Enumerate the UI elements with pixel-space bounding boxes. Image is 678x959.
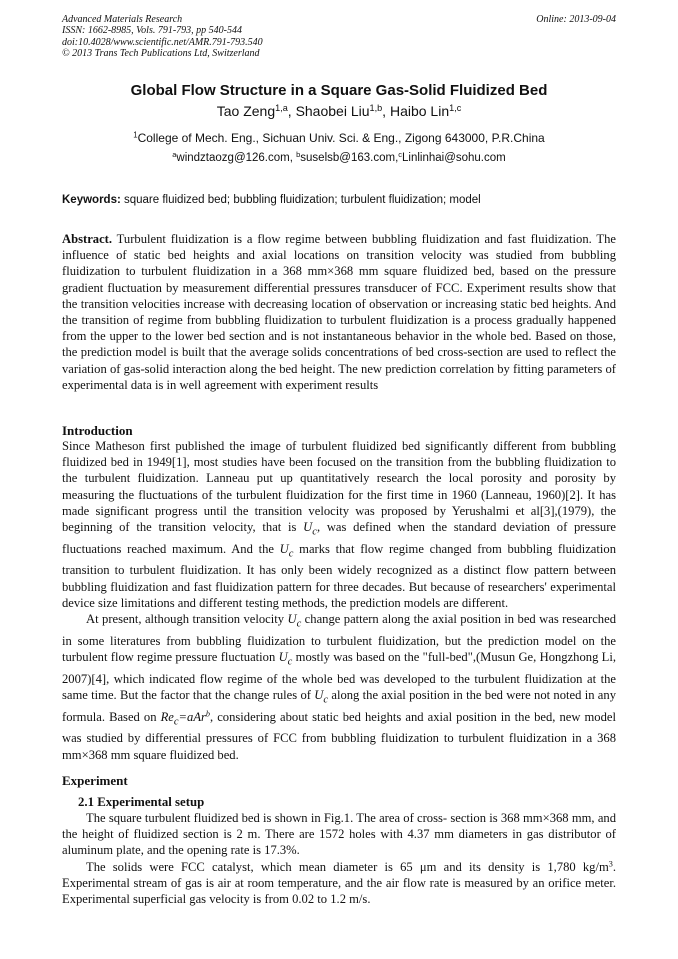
experiment-body bbox=[62, 810, 616, 907]
author-name: Haibo Lin bbox=[389, 103, 450, 119]
symbol-text: U bbox=[314, 687, 324, 702]
affiliation bbox=[0, 131, 678, 145]
copyright-line: © 2013 Trans Tech Publications Ltd, Switzerland bbox=[62, 48, 260, 60]
text-run: . Experimental stream of gas is air at room temperature, and the air flow rate is measured by an orifice meter. Experimental superficial gas velocity is from 0.02 to 1.2 m/s. bbox=[62, 859, 616, 907]
author-list: Tao Zeng$^{1,a}$, Shaobei Liu$^{1,b}$, Haibo Lin$^{1,c}$ bbox=[216, 103, 462, 119]
paragraph bbox=[62, 859, 616, 908]
affiliation-text: College of Mech. Eng., Sichuan Univ. Sci. & Eng., Zigong 643000, P.R.China bbox=[137, 131, 545, 145]
section-heading: Introduction bbox=[62, 423, 133, 438]
symbol-subscript: c bbox=[288, 548, 294, 560]
email-link[interactable]: windztaozg@126.com bbox=[176, 152, 290, 164]
text-run: marks that flow regime changed from bubbling fluidization transition to turbulent fluidization. It has only been widely recognized as a distinct flow pattern between bubbling fluidization and fast fluidization pattern for three decades. But because of researchers' experimental device size limitations and different testing methods, the prediction models are different. bbox=[62, 541, 616, 610]
symbol-superscript: b bbox=[205, 709, 211, 719]
email-link[interactable]: Linlinhai@sohu.com bbox=[402, 152, 506, 164]
journal-header bbox=[62, 14, 616, 60]
symbol-subscript: c bbox=[296, 618, 302, 630]
text-run: At present, although transition velocity bbox=[86, 612, 288, 627]
symbol-text: U bbox=[287, 612, 297, 627]
symbol-text: Re bbox=[160, 709, 174, 724]
symbol-uc bbox=[279, 541, 294, 560]
abstract-label: Abstract. bbox=[62, 232, 113, 246]
paragraph bbox=[62, 611, 616, 763]
doi-line: doi:10.4028/www.scientific.net/AMR.791-793.540 bbox=[62, 36, 263, 48]
keywords-label: Keywords: bbox=[62, 194, 121, 206]
keywords bbox=[62, 194, 616, 206]
text-run: along the axial position in the bed were not noted in any formula. Based on bbox=[62, 687, 616, 724]
symbol-text: U bbox=[278, 649, 288, 664]
text-run: The solids were FCC catalyst, which mean diameter is 65 μm and its density is 1,780 kg/m bbox=[86, 859, 609, 874]
email-list: $^a$windztaozg@126.com, $^b$suselsb@163.com,$^c$Linlinhai@sohu.com bbox=[172, 149, 506, 164]
symbol-uc bbox=[314, 687, 329, 706]
text-run: change pattern along the axial position in bed was researched in some literatures from bubbling fluidization to turbulent fluidization, but the prediction model on the turbulent flow regime pressure fluctuation bbox=[62, 612, 616, 664]
email-superscript: b bbox=[296, 149, 301, 159]
author-name: Shaobei Liu bbox=[295, 103, 370, 119]
text-run: Since Matheson first published the image of turbulent fluidized bed significantly different from bubbling fluidized bed in 1949[1], most studies have been focused on the transition from the bubbling fluidization to the turbulent fluidization. Lanneau put up quantitatively research the local porosity and porosity by measuring the fluctuations of the turbulent fluidization for the first time in 1960 (Lanneau, 1960)[2]. It has made significant progress until the transition velocity was proposed by Yerushalmi et al[3],(1979), the beginning of the transition velocity, that is bbox=[62, 439, 616, 535]
email-link[interactable]: suselsb@163.com bbox=[300, 152, 396, 164]
journal-name: Advanced Materials Research bbox=[62, 14, 183, 25]
symbol-text: U bbox=[279, 541, 289, 556]
symbol-subscript: c bbox=[173, 716, 179, 728]
symbol-text: =aAr bbox=[178, 709, 206, 724]
issn-line: ISSN: 1662-8985, Vols. 791-793, pp 540-544 bbox=[62, 25, 242, 37]
affiliation-superscript: 1 bbox=[133, 130, 138, 140]
email-superscript: a bbox=[172, 149, 177, 159]
online-date: Online: 2013-09-04 bbox=[536, 14, 616, 25]
text-run: , considering about static bed heights and axial position in the bed, new model was studied by differential pressures of FCC from bubbling fluidization to turbulent fluidization in a 368 mm×368 mm square fluidized bed. bbox=[62, 709, 616, 762]
symbol-uc bbox=[287, 612, 302, 630]
keywords-text: square fluidized bed; bubbling fluidization; turbulent fluidization; model bbox=[124, 194, 481, 206]
abstract-text: Turbulent fluidization is a flow regime between bubbling fluidization and fast fluidization. The influence of static bed heights and axial locations on transition velocity was studied from bubbling fluidization to turbulent fluidization in a 368 mm×368 mm square fluidized bed, based on the pressure gradient fluctuation by measurement differential pressures transducer of FCC. Experiment results show that the transition velocities increase with decreasing location of observation or increasing static bed heights. And the transition of regime from bubbling fluidization to turbulent fluidization is a process gradually happened from the upper to the lower bed section and is not instantaneous behavior in the whole bed. Based on those, the prediction model is built that the average solids concentrations of bed cross-section are used to reflect the variation of gas-solid interaction along the bed height. The new prediction correlation by fitting parameters of experimental data is in well agreement with experiment results bbox=[62, 232, 617, 392]
text-run: , was defined when the standard deviation of pressure fluctuations reached maximum. And the bbox=[62, 520, 616, 556]
paper-title: Global Flow Structure in a Square Gas-Solid Fluidized Bed bbox=[130, 82, 548, 99]
section-heading: Experiment bbox=[62, 773, 128, 788]
paragraph: The square turbulent fluidized bed is shown in Fig.1. The area of cross- section is 368 mm×368 mm, and the height of fluidized section is 2 m. There are 1572 holes with 4.37 mm diameters in gas distributor of aluminum plate, and the opening rate is 17.3%. bbox=[62, 811, 616, 858]
author-superscript: 1,b bbox=[369, 103, 383, 113]
symbol-subscript: c bbox=[312, 526, 317, 538]
subsection-heading: 2.1 Experimental setup bbox=[78, 795, 205, 809]
symbol-uc bbox=[278, 649, 293, 668]
introduction-body bbox=[62, 438, 616, 763]
equation-rec bbox=[160, 709, 211, 728]
symbol-text: U bbox=[303, 520, 313, 535]
symbol-subscript: c bbox=[323, 694, 329, 706]
abstract bbox=[62, 231, 616, 393]
paragraph bbox=[62, 438, 616, 611]
email-superscript: c bbox=[398, 149, 402, 159]
author-superscript: 1,a bbox=[275, 103, 288, 113]
author-superscript: 1,c bbox=[449, 103, 462, 113]
author-name: Tao Zeng bbox=[216, 103, 276, 119]
unit-superscript: 3 bbox=[608, 859, 613, 869]
symbol-subscript: c bbox=[287, 656, 293, 668]
text-run: mostly was based on the "full-bed",(Musun Ge, Hongzhong Li, 2007)[4], which indicated flow regime of the whole bed was developed to the turbulent fluidization at the same time. But the factor that the change rules of bbox=[62, 649, 617, 702]
symbol-uc bbox=[303, 520, 317, 538]
